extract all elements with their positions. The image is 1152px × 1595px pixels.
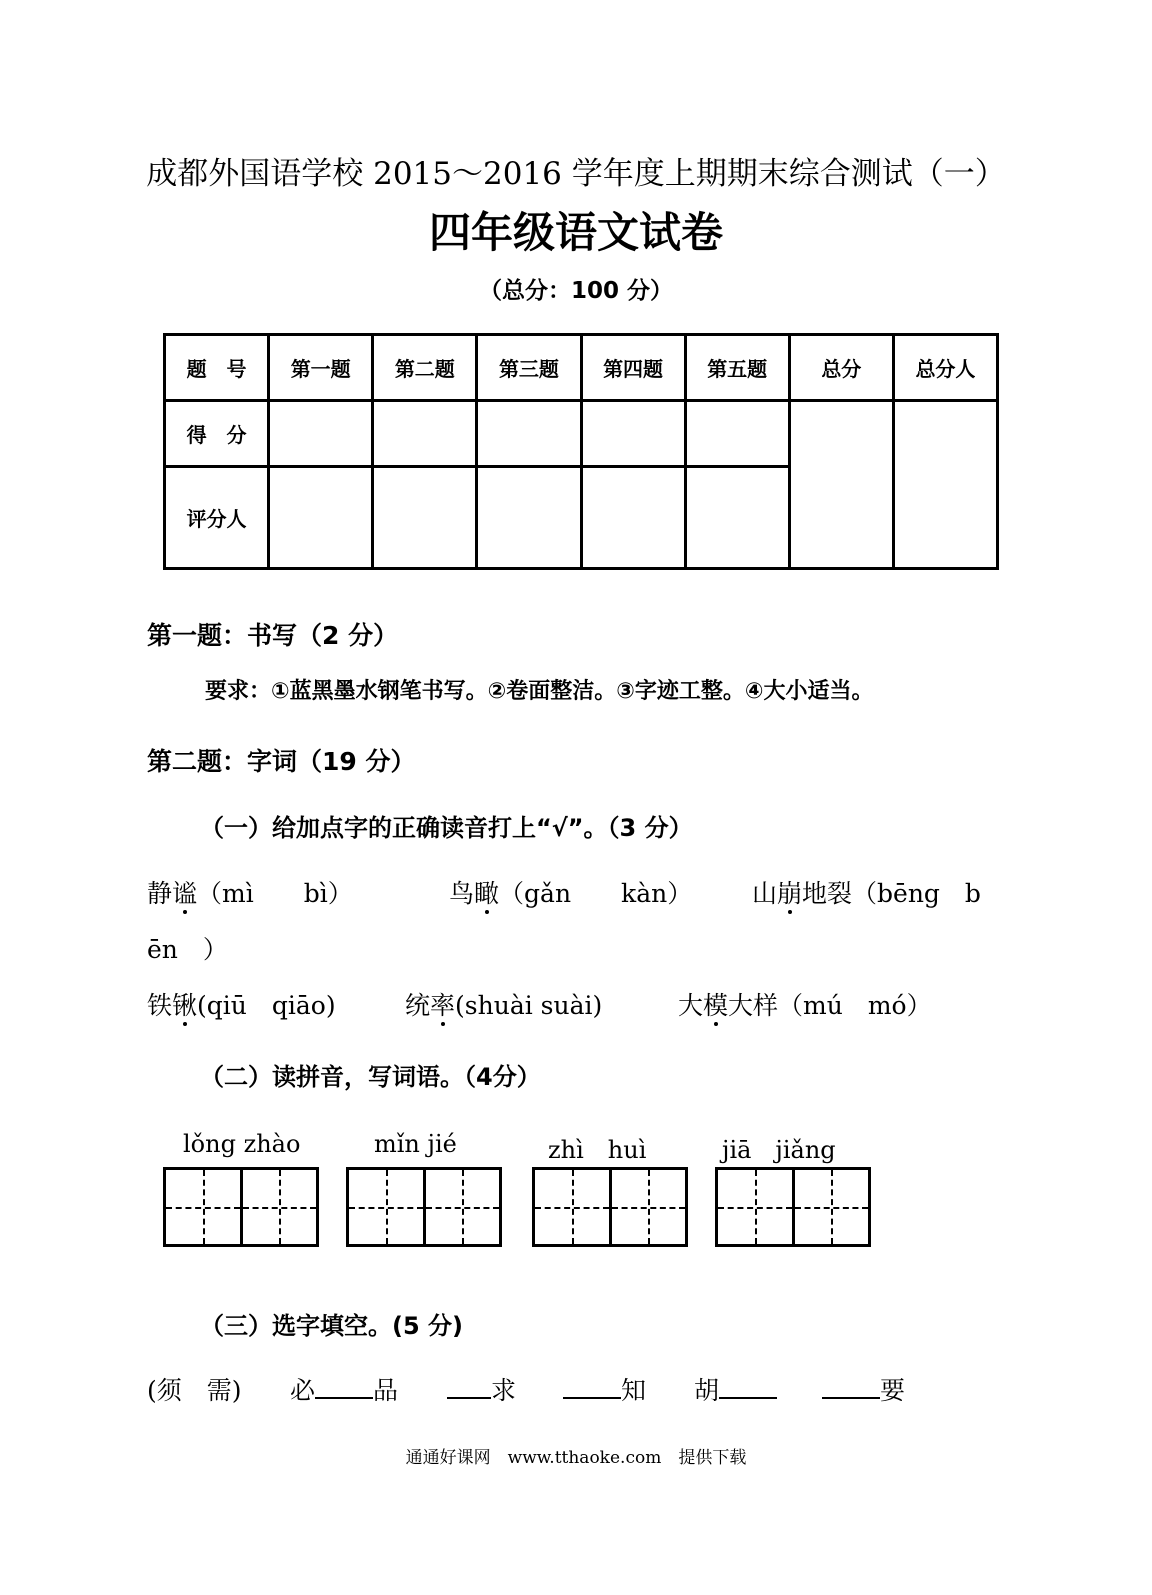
section1-requirements: 要求：①蓝黑墨水钢笔书写。②卷面整洁。③字迹工整。④大小适当。 bbox=[205, 679, 874, 704]
total-score: （总分：100 分） bbox=[478, 278, 674, 304]
score-cell-q4[interactable] bbox=[581, 401, 685, 467]
school-exam-title: 成都外国语学校 2015～2016 学年度上期期末综合测试（一） bbox=[146, 156, 1006, 192]
word-pre: 铁 bbox=[147, 991, 173, 1020]
grid-cell[interactable] bbox=[423, 1170, 500, 1244]
fill-item-2 bbox=[447, 1371, 516, 1407]
part3-options: (须 需) bbox=[147, 1376, 242, 1405]
grader-cell-q4[interactable] bbox=[581, 467, 685, 569]
score-row bbox=[165, 401, 998, 467]
writing-grid-4[interactable] bbox=[715, 1167, 871, 1247]
grid-cell[interactable] bbox=[535, 1170, 609, 1244]
col-q4: 第四题 bbox=[581, 335, 685, 401]
col-total: 总分 bbox=[789, 335, 893, 401]
grid-cell[interactable] bbox=[166, 1170, 240, 1244]
fill-char: 求 bbox=[491, 1376, 517, 1405]
pinyin-word-3: zhì huì bbox=[548, 1136, 647, 1164]
fill-blank[interactable] bbox=[315, 1375, 373, 1399]
part1-line1 bbox=[147, 874, 353, 910]
writing-grid-2[interactable] bbox=[346, 1167, 502, 1247]
dotted-char: 率 bbox=[430, 991, 456, 1020]
score-table-header-row bbox=[165, 335, 998, 401]
pinyin-word-1: lǒng zhào bbox=[183, 1130, 301, 1158]
part1-title: （一）给加点字的正确读音打上“√”。（3 分） bbox=[200, 814, 693, 842]
score-table bbox=[163, 333, 999, 570]
fill-item-1 bbox=[290, 1371, 398, 1407]
part1-line2-item2 bbox=[405, 986, 602, 1022]
fill-char: 知 bbox=[621, 1376, 647, 1405]
dotted-char: 崩 bbox=[777, 879, 803, 908]
header-label-cell: 题 号 bbox=[165, 335, 269, 401]
grid-cell[interactable] bbox=[240, 1170, 317, 1244]
pinyin-options[interactable]: 大样（mú mó） bbox=[728, 991, 932, 1020]
section2-title: 第二题：字词（19 分） bbox=[147, 747, 416, 776]
fill-blank[interactable] bbox=[563, 1375, 621, 1399]
fill-blank[interactable] bbox=[447, 1375, 491, 1399]
part1-line2-item3 bbox=[678, 986, 932, 1022]
part2-title: （二）读拼音，写词语。（4分） bbox=[200, 1063, 541, 1091]
grader-cell-q5[interactable] bbox=[685, 467, 789, 569]
word-pre: 统 bbox=[405, 991, 431, 1020]
part1-line1-wrap: ēn ） bbox=[147, 935, 228, 964]
grader-cell-q1[interactable] bbox=[269, 467, 373, 569]
grid-cell[interactable] bbox=[349, 1170, 423, 1244]
section1-title: 第一题：书写（2 分） bbox=[147, 621, 399, 650]
score-label-cell: 得 分 bbox=[165, 401, 269, 467]
fill-blank[interactable] bbox=[719, 1375, 777, 1399]
grid-cell[interactable] bbox=[718, 1170, 792, 1244]
pinyin-word-4: jiā jiǎng bbox=[722, 1136, 836, 1164]
grader-cell-q2[interactable] bbox=[373, 467, 477, 569]
fill-item-3 bbox=[563, 1371, 646, 1407]
col-q3: 第三题 bbox=[477, 335, 581, 401]
pinyin-options[interactable]: （gǎn kàn） bbox=[499, 879, 693, 908]
part3-title: （三）选字填空。(5 分) bbox=[200, 1312, 463, 1340]
part1-line2-item1 bbox=[147, 986, 336, 1022]
word-pre: 鸟 bbox=[449, 879, 475, 908]
fill-item-5 bbox=[822, 1371, 905, 1407]
score-cell-q5[interactable] bbox=[685, 401, 789, 467]
fill-char: 必 bbox=[290, 1376, 316, 1405]
part1-line1-item2 bbox=[449, 874, 692, 910]
grid-cell[interactable] bbox=[792, 1170, 869, 1244]
grid-cell[interactable] bbox=[609, 1170, 686, 1244]
grader-label-cell: 评分人 bbox=[165, 467, 269, 569]
pinyin-options[interactable]: （mì bì） bbox=[197, 879, 353, 908]
total-score-cell[interactable] bbox=[789, 401, 893, 569]
score-cell-q2[interactable] bbox=[373, 401, 477, 467]
total-grader-cell[interactable] bbox=[893, 401, 997, 569]
dotted-char: 瞰 bbox=[474, 879, 500, 908]
grader-cell-q3[interactable] bbox=[477, 467, 581, 569]
word-pre: 静 bbox=[147, 879, 173, 908]
dotted-char: 模 bbox=[703, 991, 729, 1020]
writing-grid-3[interactable] bbox=[532, 1167, 688, 1247]
word-pre: 大 bbox=[678, 991, 704, 1020]
col-total-grader: 总分人 bbox=[893, 335, 997, 401]
col-q2: 第二题 bbox=[373, 335, 477, 401]
dotted-char: 锹 bbox=[172, 991, 198, 1020]
part1-line1-item3 bbox=[752, 874, 981, 910]
fill-char: 要 bbox=[880, 1376, 906, 1405]
pinyin-word-2: mǐn jié bbox=[374, 1130, 457, 1158]
dotted-char: 谧 bbox=[172, 879, 198, 908]
writing-grid-1[interactable] bbox=[163, 1167, 319, 1247]
footer-source: 通通好课网 www.tthaoke.com 提供下载 bbox=[405, 1448, 747, 1468]
pinyin-options[interactable]: (qiū qiāo) bbox=[197, 991, 336, 1020]
score-cell-q3[interactable] bbox=[477, 401, 581, 467]
col-q1: 第一题 bbox=[269, 335, 373, 401]
pinyin-options[interactable]: (shuài suài) bbox=[455, 991, 603, 1020]
fill-blank[interactable] bbox=[822, 1375, 880, 1399]
fill-char: 胡 bbox=[694, 1376, 720, 1405]
word-pre: 山 bbox=[752, 879, 778, 908]
score-cell-q1[interactable] bbox=[269, 401, 373, 467]
paper-title: 四年级语文试卷 bbox=[428, 208, 723, 257]
col-q5: 第五题 bbox=[685, 335, 789, 401]
fill-char: 品 bbox=[373, 1376, 399, 1405]
pinyin-options[interactable]: 地裂（bēng b bbox=[802, 879, 981, 908]
fill-item-4 bbox=[694, 1371, 777, 1407]
